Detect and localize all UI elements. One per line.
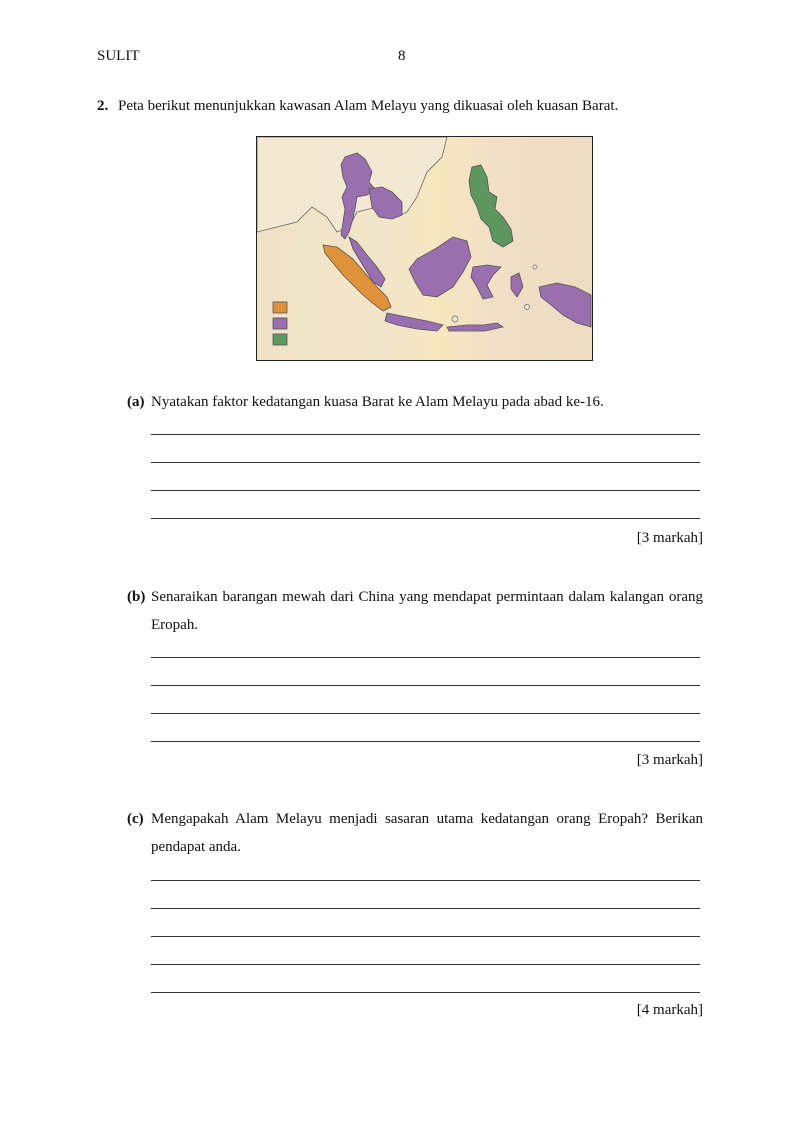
island-dot bbox=[533, 265, 537, 269]
header-label: SULIT bbox=[97, 48, 140, 64]
part-b-label: (b) bbox=[127, 589, 146, 605]
answer-line[interactable] bbox=[151, 434, 700, 435]
answer-line[interactable] bbox=[151, 741, 700, 742]
part-b-text: Senaraikan barangan mewah dari China yang mendapat permintaan dalam kalangan orang Eropah. bbox=[151, 589, 703, 633]
nusa-tenggara-region bbox=[447, 323, 503, 331]
part-a-text: Nyatakan faktor kedatangan kuasa Barat ke Alam Melayu pada abad ke-16. bbox=[151, 394, 604, 410]
southeast-asia-map bbox=[256, 136, 593, 361]
answer-line[interactable] bbox=[151, 657, 700, 658]
new-guinea-region bbox=[539, 283, 591, 327]
island-dot bbox=[525, 305, 530, 310]
legend-swatch-green bbox=[273, 334, 287, 345]
answer-line[interactable] bbox=[151, 518, 700, 519]
answer-line[interactable] bbox=[151, 908, 700, 909]
part-a-marks: [3 markah] bbox=[636, 530, 703, 546]
answer-line[interactable] bbox=[151, 936, 700, 937]
answer-line[interactable] bbox=[151, 992, 700, 993]
question-stem bbox=[97, 98, 618, 115]
answer-line[interactable] bbox=[151, 713, 700, 714]
legend-swatch-orange bbox=[273, 302, 287, 313]
answer-line[interactable] bbox=[151, 964, 700, 965]
island-dot bbox=[452, 316, 458, 322]
legend-swatch-purple bbox=[273, 318, 287, 329]
question-text: Peta berikut menunjukkan kawasan Alam Melayu yang dikuasai oleh kuasan Barat. bbox=[118, 98, 619, 114]
answer-line[interactable] bbox=[151, 685, 700, 686]
part-c-label: (c) bbox=[127, 811, 144, 827]
java-region bbox=[385, 313, 443, 331]
part-a bbox=[127, 388, 703, 416]
part-b bbox=[127, 583, 703, 639]
page-number: 8 bbox=[398, 48, 406, 64]
answer-line[interactable] bbox=[151, 880, 700, 881]
part-c bbox=[127, 805, 703, 861]
maluku-region bbox=[511, 273, 523, 297]
philippines-region bbox=[469, 165, 513, 247]
sulawesi-region bbox=[471, 265, 501, 299]
part-a-label: (a) bbox=[127, 394, 145, 410]
answer-line[interactable] bbox=[151, 462, 700, 463]
question-number: 2. bbox=[97, 98, 109, 114]
part-c-text: Mengapakah Alam Melayu menjadi sasaran utama kedatangan orang Eropah? Berikan pendapat anda. bbox=[151, 811, 703, 855]
part-c-marks: [4 markah] bbox=[636, 1002, 703, 1018]
map-graphic bbox=[257, 137, 592, 360]
borneo-region bbox=[409, 237, 471, 297]
answer-line[interactable] bbox=[151, 490, 700, 491]
part-b-marks: [3 markah] bbox=[636, 752, 703, 768]
